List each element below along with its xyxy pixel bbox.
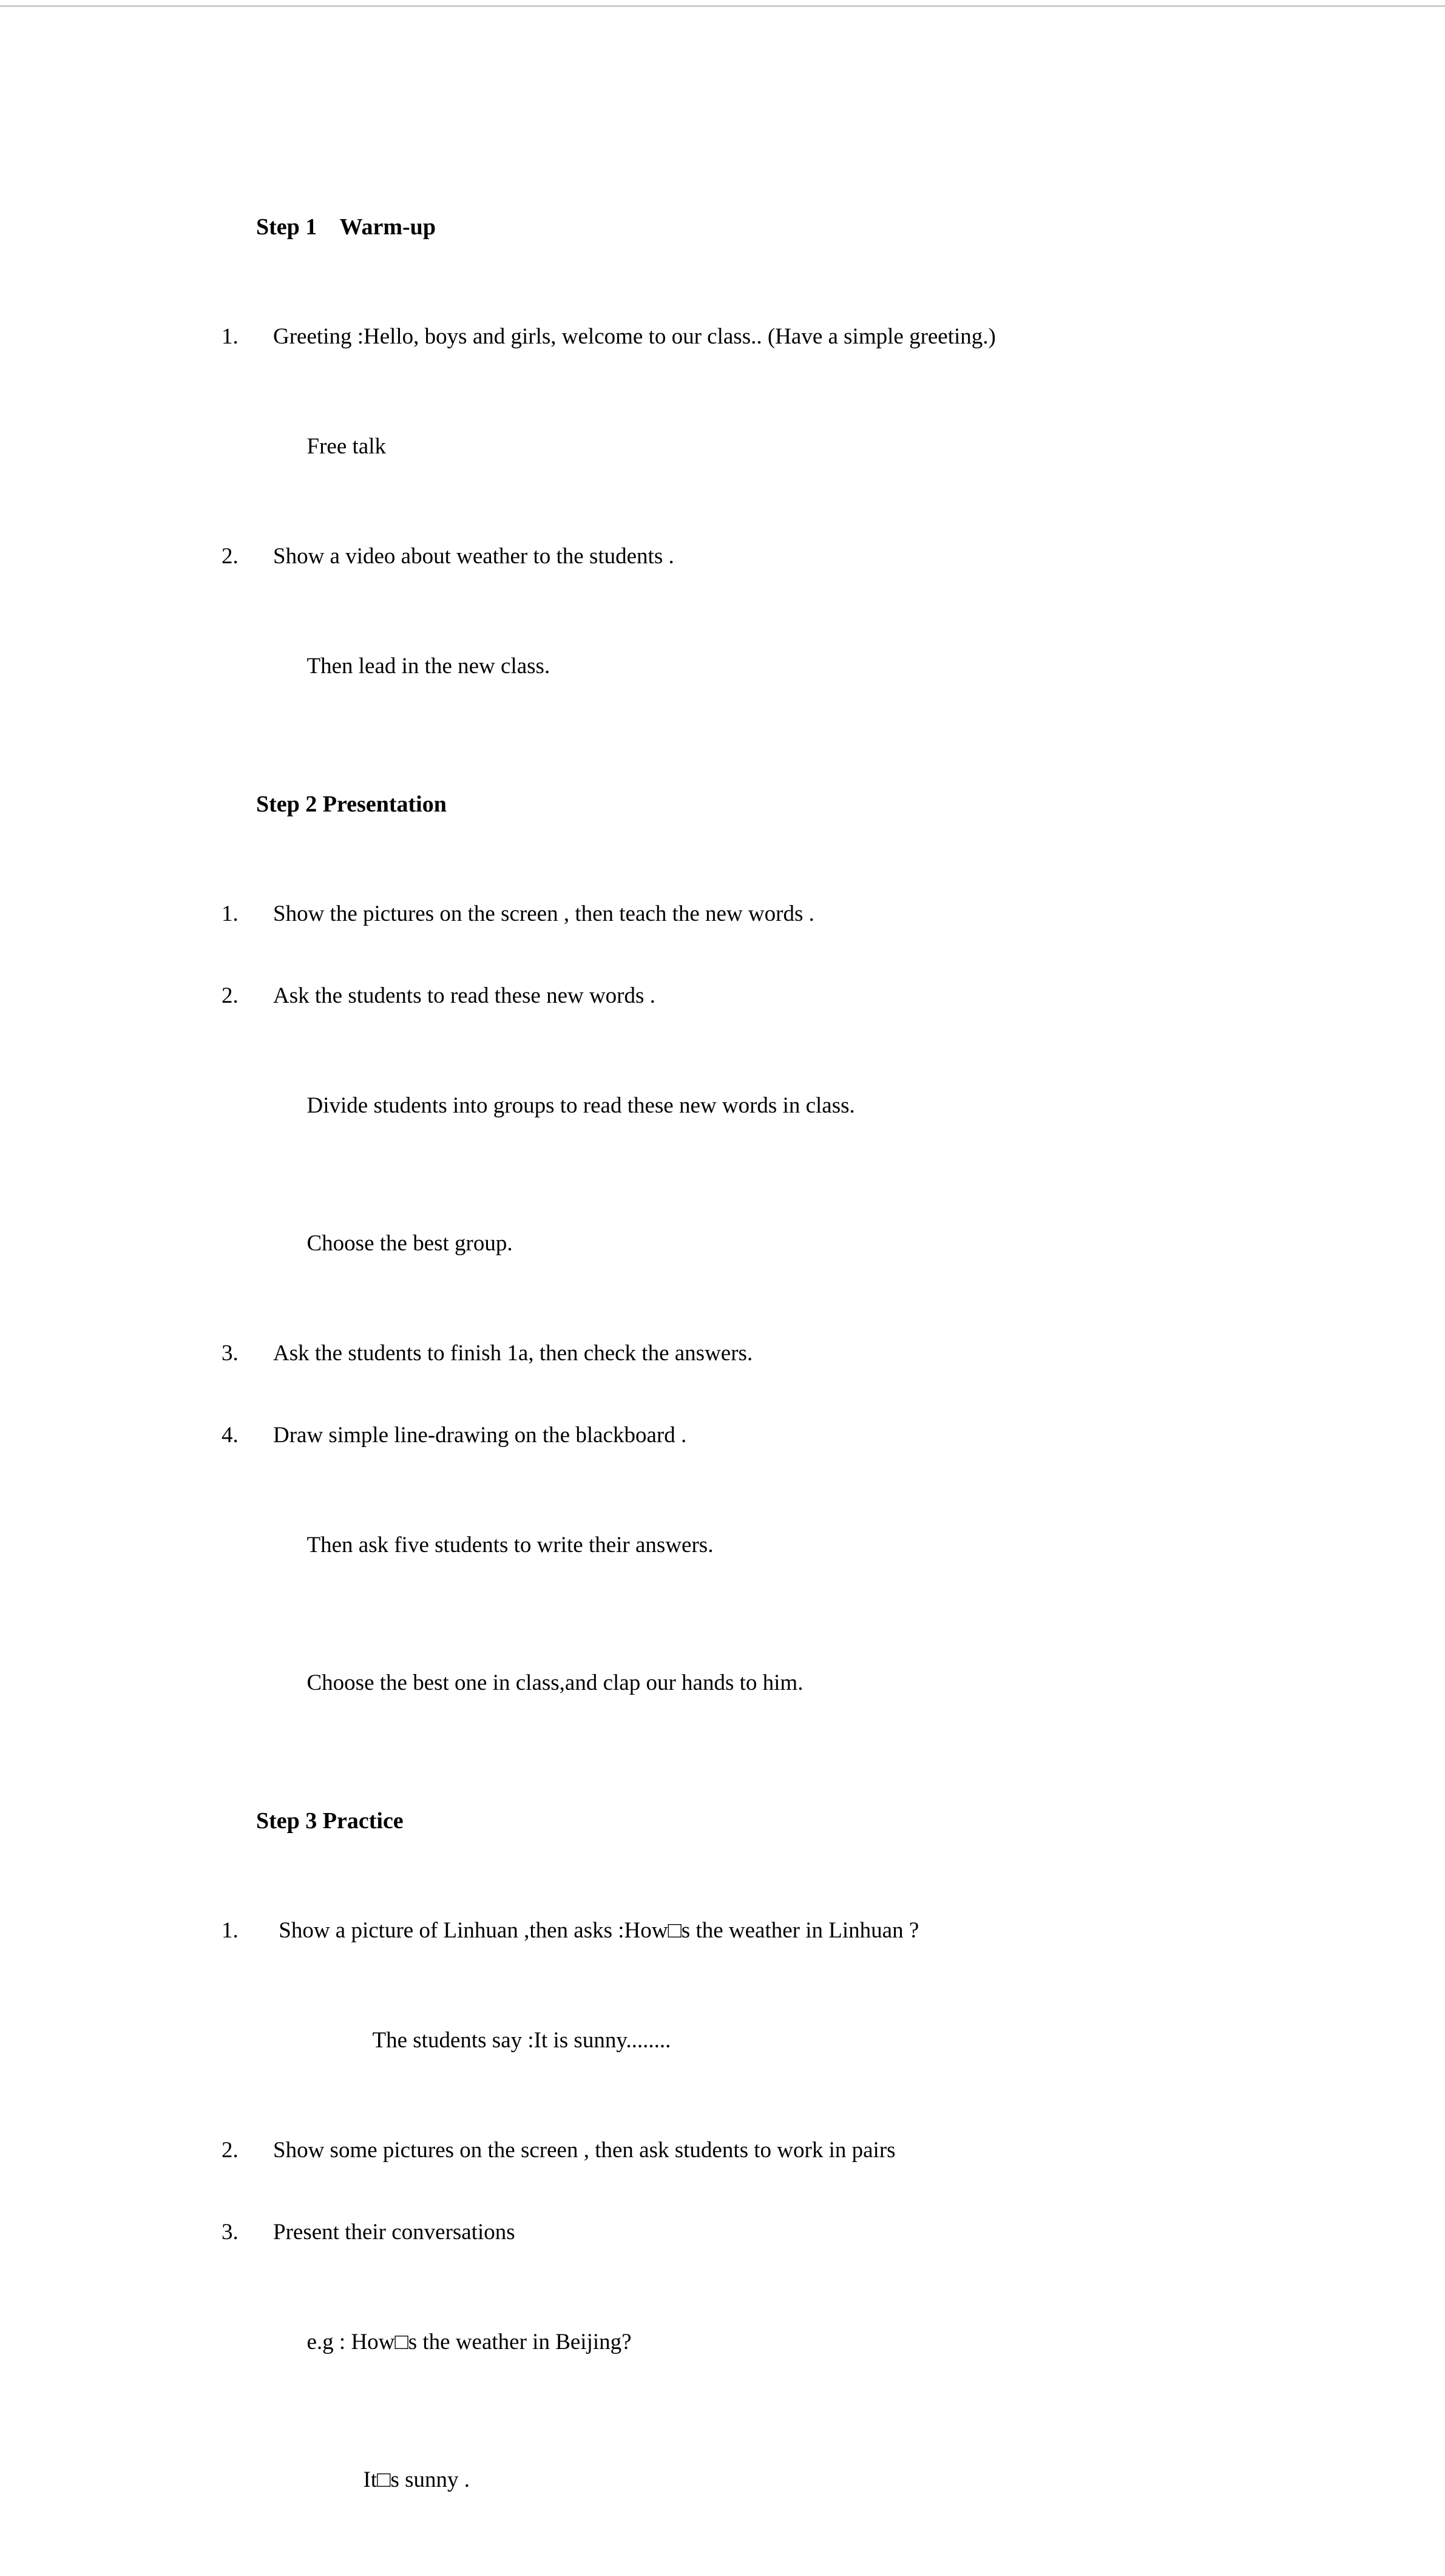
list-text: Present their conversations — [273, 2220, 515, 2245]
list-number: 4. — [222, 1423, 239, 1448]
list-item — [222, 982, 1362, 1010]
list-text: Show the pictures on the screen , then teach the new words . — [273, 901, 814, 926]
list-number: 2. — [222, 983, 239, 1008]
section-heading-step3 — [222, 1779, 1362, 1863]
list-text: Show a picture of Linhuan ,then asks :How□s the weather in Linhuan ? — [273, 1918, 919, 1943]
paragraph-text: Free talk — [306, 434, 386, 459]
list-text: Ask the students to finish 1a, then check the answers. — [273, 1341, 753, 1366]
list-item — [222, 900, 1362, 928]
continuation-line — [222, 625, 1362, 708]
list-text: Show some pictures on the screen , then ask students to work in pairs — [273, 2138, 896, 2163]
list-number: 3. — [222, 2220, 239, 2245]
paragraph-text: Divide students into groups to read these new words in class. — [306, 1093, 855, 1118]
list-text: Greeting :Hello, boys and girls, welcome to our class.. (Have a simple greeting.) — [273, 324, 996, 349]
paragraph-text: Then lead in the new class. — [306, 654, 550, 679]
paragraph-text: e.g : How□s the weather in Beijing? — [306, 2330, 632, 2354]
document-body — [222, 185, 1362, 2576]
continuation-line — [222, 2438, 1362, 2522]
list-text: Ask the students to read these new words . — [273, 983, 655, 1008]
continuation-line — [222, 1064, 1362, 1148]
heading-text: Step 3 Practice — [256, 1808, 404, 1834]
list-number: 1. — [222, 901, 239, 926]
section-heading-step2 — [222, 762, 1362, 846]
list-text: Show a video about weather to the students . — [273, 544, 674, 569]
section-heading-step1 — [222, 185, 1362, 269]
list-item — [222, 1340, 1362, 1368]
heading-text: Step 1 Warm-up — [256, 214, 436, 240]
paragraph-text: It□s sunny . — [363, 2467, 470, 2492]
continuation-line — [222, 1202, 1362, 1286]
list-text: Draw simple line-drawing on the blackboard . — [273, 1423, 687, 1448]
paragraph-text: The students say :It is sunny........ — [372, 2028, 671, 2053]
list-number: 2. — [222, 544, 239, 569]
list-number: 3. — [222, 1341, 239, 1366]
continuation-line — [222, 1999, 1362, 2083]
list-number: 1. — [222, 1918, 239, 1943]
paragraph-text: Choose the best one in class,and clap our hands to him. — [306, 1670, 804, 1695]
paragraph-text: Choose the best group. — [306, 1231, 513, 1256]
list-item — [222, 1422, 1362, 1449]
list-item — [222, 323, 1362, 351]
continuation-line — [222, 1503, 1362, 1587]
page-top-border — [0, 5, 1445, 7]
list-item — [222, 543, 1362, 571]
list-item — [222, 1917, 1362, 1945]
continuation-line — [222, 405, 1362, 489]
continuation-line — [222, 2300, 1362, 2384]
paragraph-text: Then ask five students to write their answers. — [306, 1533, 714, 1557]
continuation-line — [222, 1641, 1362, 1725]
list-number: 2. — [222, 2138, 239, 2163]
list-item — [222, 2218, 1362, 2246]
heading-text: Step 2 Presentation — [256, 791, 447, 817]
list-number: 1. — [222, 324, 239, 349]
list-item — [222, 2137, 1362, 2164]
